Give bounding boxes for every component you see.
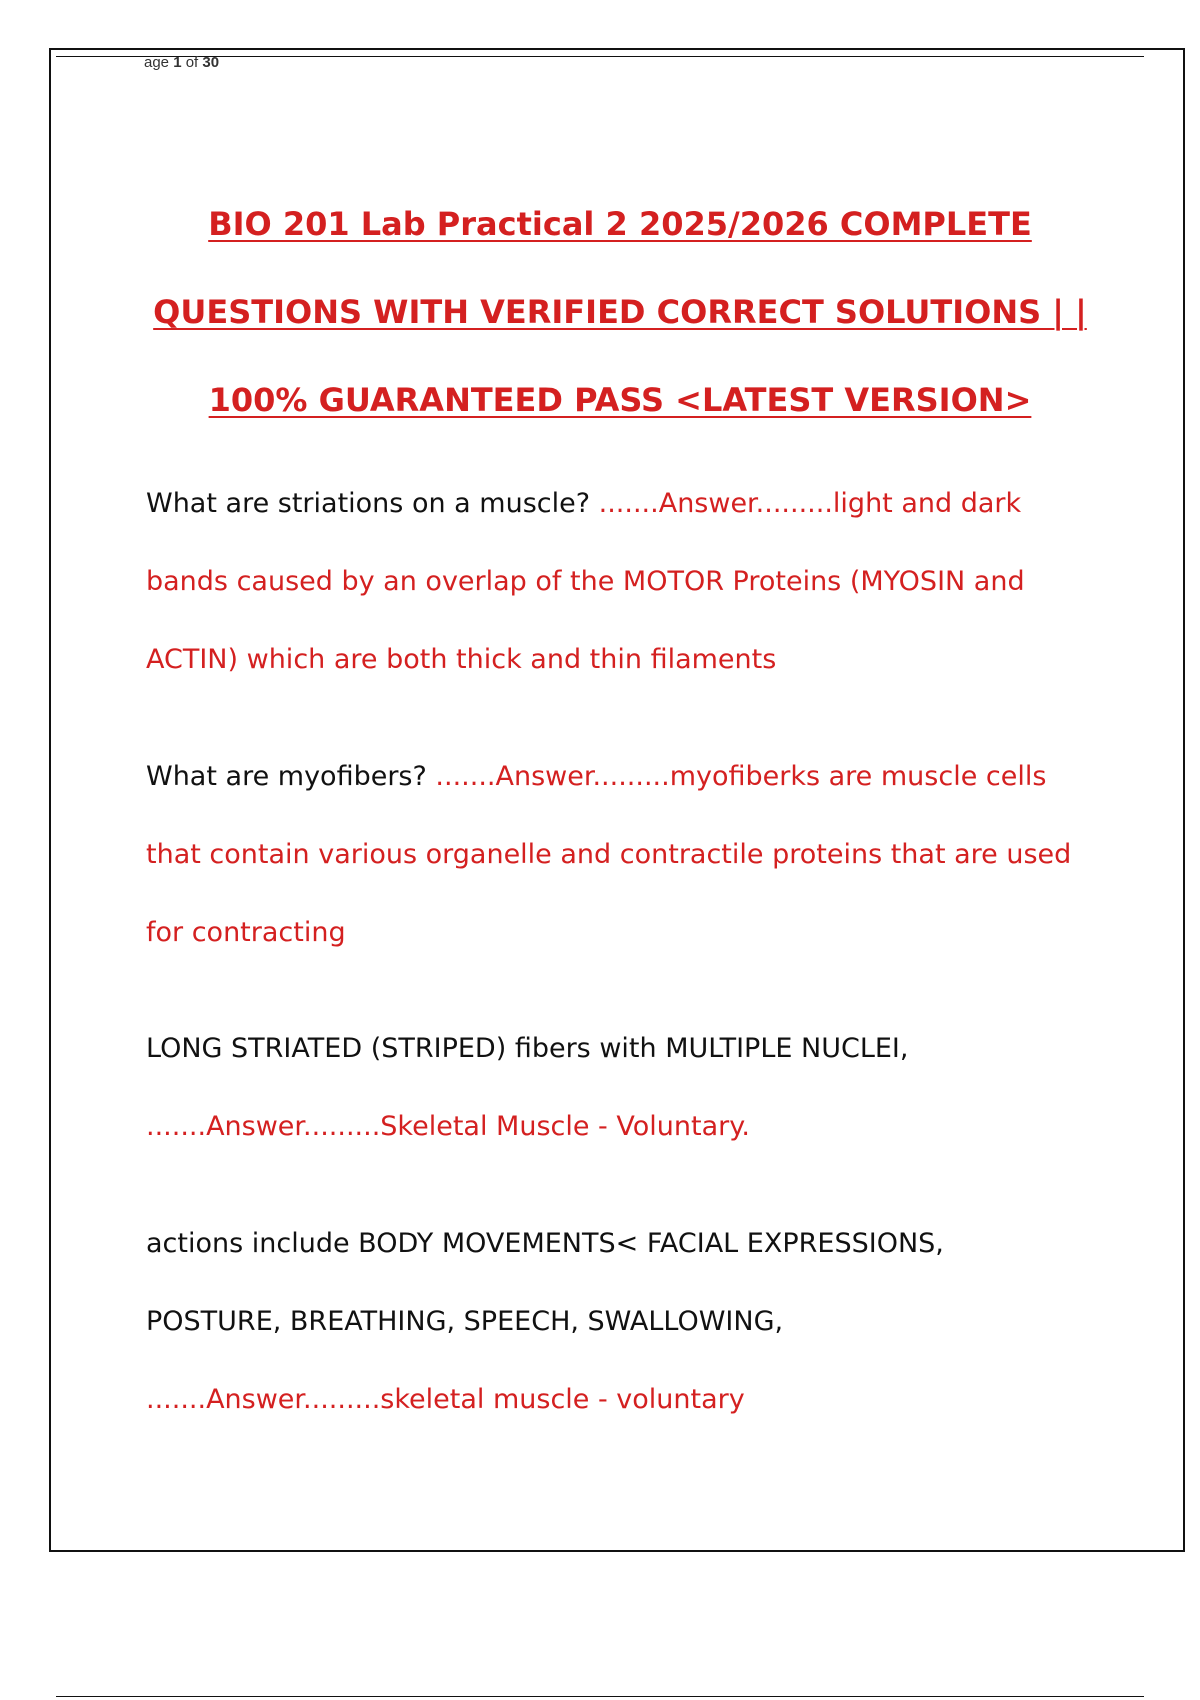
title-line-2 bbox=[56, 268, 1184, 356]
answer-text: .......Answer.........skeletal muscle - voluntary bbox=[146, 1384, 745, 1415]
document-title bbox=[56, 180, 1184, 444]
qa-item bbox=[146, 1205, 1076, 1439]
question-text: LONG STRIATED (STRIPED) fibers with MULTIPLE NUCLEI, bbox=[146, 1033, 909, 1064]
title-line-1-text: BIO 201 Lab Practical 2 2025/2026 COMPLETE bbox=[208, 205, 1032, 243]
question-text: What are myofibers? bbox=[146, 761, 436, 792]
qa-item bbox=[146, 738, 1076, 972]
question-text: What are striations on a muscle? bbox=[146, 488, 599, 519]
title-line-3 bbox=[56, 356, 1184, 444]
title-line-3-text: 100% GUARANTEED PASS <LATEST VERSION> bbox=[208, 381, 1032, 419]
answer-text: .......Answer.........Skeletal Muscle - Voluntary. bbox=[146, 1111, 750, 1142]
answer-text: .......Answer.........myofiberks are muscle cells that contain various organelle and contractile proteins that are used for contracting bbox=[146, 761, 1072, 948]
qa-item bbox=[146, 465, 1076, 699]
bottom-rule bbox=[56, 1696, 1144, 1697]
page-total: 30 bbox=[202, 54, 220, 71]
page-of: of bbox=[181, 54, 203, 71]
title-line-1 bbox=[56, 180, 1184, 268]
answer-text: .......Answer.........light and dark bands caused by an overlap of the MOTOR Proteins (MYOSIN and ACTIN) which are both thick and thin filaments bbox=[146, 488, 1025, 675]
page-current: 1 bbox=[173, 54, 182, 71]
qa-item bbox=[146, 1010, 1076, 1166]
page-prefix: age bbox=[144, 54, 174, 71]
question-text: actions include BODY MOVEMENTS< FACIAL EXPRESSIONS, POSTURE, BREATHING, SPEECH, SWALLOWING, bbox=[146, 1228, 944, 1337]
title-line-2-text: QUESTIONS WITH VERIFIED CORRECT SOLUTIONS | | bbox=[153, 293, 1087, 331]
